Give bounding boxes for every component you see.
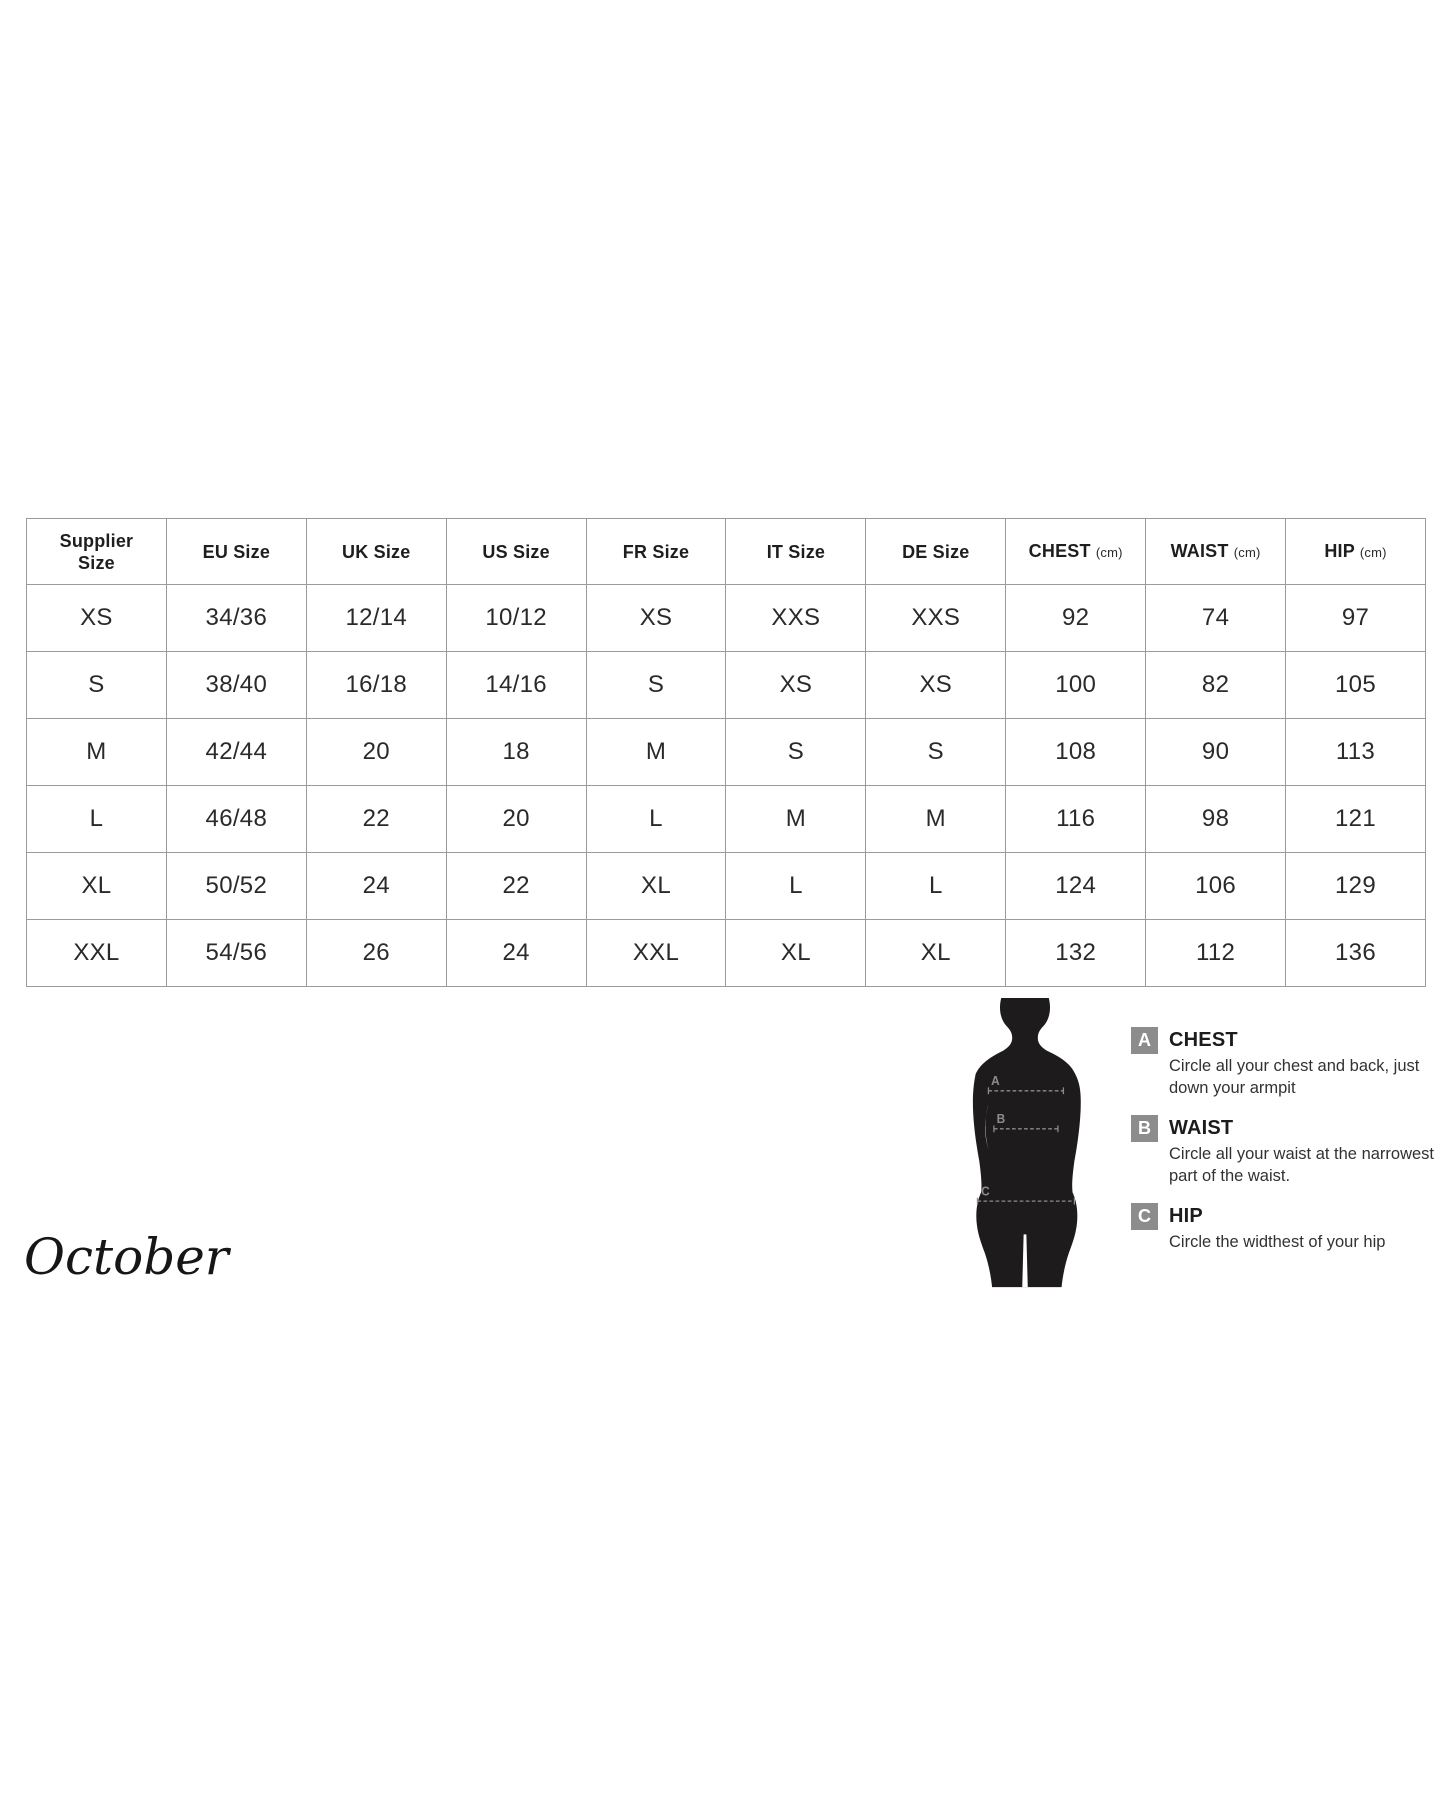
header-row: [27, 519, 1426, 585]
column-header: [306, 519, 446, 585]
size-cell: XL: [27, 853, 167, 920]
size-cell: 50/52: [166, 853, 306, 920]
column-header: [27, 519, 167, 585]
size-cell: 92: [1006, 585, 1146, 652]
table-row: [27, 920, 1426, 987]
size-cell: S: [27, 652, 167, 719]
column-header-label: US Size: [482, 541, 550, 562]
size-cell: 20: [446, 786, 586, 853]
size-cell: 124: [1006, 853, 1146, 920]
size-cell: S: [586, 652, 726, 719]
size-cell: 54/56: [166, 920, 306, 987]
measure-title: CHEST: [1169, 1029, 1238, 1051]
size-cell: 42/44: [166, 719, 306, 786]
size-cell: 22: [446, 853, 586, 920]
figure-label-a: A: [991, 1073, 1000, 1088]
size-cell: 16/18: [306, 652, 446, 719]
body-silhouette: [961, 997, 1089, 1290]
size-cell: XL: [866, 920, 1006, 987]
size-cell: 20: [306, 719, 446, 786]
size-cell: 136: [1286, 920, 1426, 987]
column-header-label: FR Size: [622, 541, 690, 562]
size-cell: 129: [1286, 853, 1426, 920]
size-cell: 106: [1146, 853, 1286, 920]
size-cell: XS: [586, 585, 726, 652]
column-header: [866, 519, 1006, 585]
column-header-unit: (cm): [1233, 544, 1261, 560]
size-cell: 18: [446, 719, 586, 786]
size-cell: S: [726, 719, 866, 786]
size-cell: 10/12: [446, 585, 586, 652]
size-cell: 12/14: [306, 585, 446, 652]
size-cell: 121: [1286, 786, 1426, 853]
size-cell: M: [866, 786, 1006, 853]
size-cell: XXS: [866, 585, 1006, 652]
size-cell: 82: [1146, 652, 1286, 719]
measure-description: Circle all your chest and back, just down your armpit: [1169, 1057, 1420, 1097]
size-cell: 14/16: [446, 652, 586, 719]
column-header: [726, 519, 866, 585]
column-header: [1286, 519, 1426, 585]
measure-title: HIP: [1169, 1205, 1203, 1227]
size-cell: XS: [866, 652, 1006, 719]
size-cell: 112: [1146, 920, 1286, 987]
size-cell: 26: [306, 920, 446, 987]
size-cell: 38/40: [166, 652, 306, 719]
column-header-label: Supplier Size: [59, 530, 134, 573]
size-cell: XS: [726, 652, 866, 719]
size-cell: 24: [306, 853, 446, 920]
column-header: [166, 519, 306, 585]
measure-description: Circle all your waist at the narrowest part of the waist.: [1169, 1145, 1435, 1185]
table-row: [27, 786, 1426, 853]
size-cell: 100: [1006, 652, 1146, 719]
size-cell: 113: [1286, 719, 1426, 786]
measure-description: Circle the widthest of your hip: [1169, 1233, 1386, 1251]
size-chart-table: [26, 518, 1426, 987]
column-header: [1006, 519, 1146, 585]
column-header-label: UK Size: [342, 541, 411, 562]
column-header: [1146, 519, 1286, 585]
measure-item-hip: [1131, 1203, 1449, 1254]
size-cell: M: [586, 719, 726, 786]
column-header-label: IT Size: [766, 541, 826, 562]
size-cell: 98: [1146, 786, 1286, 853]
size-cell: 34/36: [166, 585, 306, 652]
size-cell: 46/48: [166, 786, 306, 853]
size-cell: 74: [1146, 585, 1286, 652]
table-row: [27, 585, 1426, 652]
size-cell: M: [726, 786, 866, 853]
table-row: [27, 853, 1426, 920]
size-cell: S: [866, 719, 1006, 786]
column-header-label: EU Size: [202, 541, 271, 562]
size-cell: L: [586, 786, 726, 853]
table-row: [27, 719, 1426, 786]
size-cell: XL: [726, 920, 866, 987]
brand-logo: October: [24, 1228, 229, 1286]
size-cell: 24: [446, 920, 586, 987]
column-header: [586, 519, 726, 585]
size-cell: L: [27, 786, 167, 853]
column-header-label: WAIST: [1170, 540, 1229, 561]
column-header-unit: (cm): [1359, 544, 1387, 560]
size-cell: XXL: [27, 920, 167, 987]
figure-label-c: C: [981, 1183, 990, 1199]
column-header: [446, 519, 586, 585]
measure-title: WAIST: [1169, 1117, 1234, 1139]
column-header-label: CHEST: [1028, 540, 1091, 561]
size-cell: 105: [1286, 652, 1426, 719]
measurement-legend: [1131, 1027, 1449, 1270]
letter-badge: A: [1131, 1027, 1158, 1054]
size-cell: 22: [306, 786, 446, 853]
size-cell: 116: [1006, 786, 1146, 853]
silhouette-shape: [973, 998, 1081, 1287]
table-row: [27, 652, 1426, 719]
size-cell: M: [27, 719, 167, 786]
column-header-label: DE Size: [902, 541, 970, 562]
figure-label-b: B: [996, 1111, 1006, 1127]
column-header-unit: (cm): [1095, 544, 1123, 560]
size-cell: 132: [1006, 920, 1146, 987]
measure-item-chest: [1131, 1027, 1449, 1099]
size-cell: L: [866, 853, 1006, 920]
size-cell: XXS: [726, 585, 866, 652]
size-cell: XL: [586, 853, 726, 920]
letter-badge: C: [1131, 1203, 1158, 1230]
size-cell: 90: [1146, 719, 1286, 786]
column-header-label: HIP: [1324, 540, 1355, 561]
size-cell: 108: [1006, 719, 1146, 786]
size-cell: L: [726, 853, 866, 920]
size-cell: 97: [1286, 585, 1426, 652]
size-cell: XXL: [586, 920, 726, 987]
measure-item-waist: [1131, 1115, 1449, 1187]
letter-badge: B: [1131, 1115, 1158, 1142]
size-cell: XS: [27, 585, 167, 652]
